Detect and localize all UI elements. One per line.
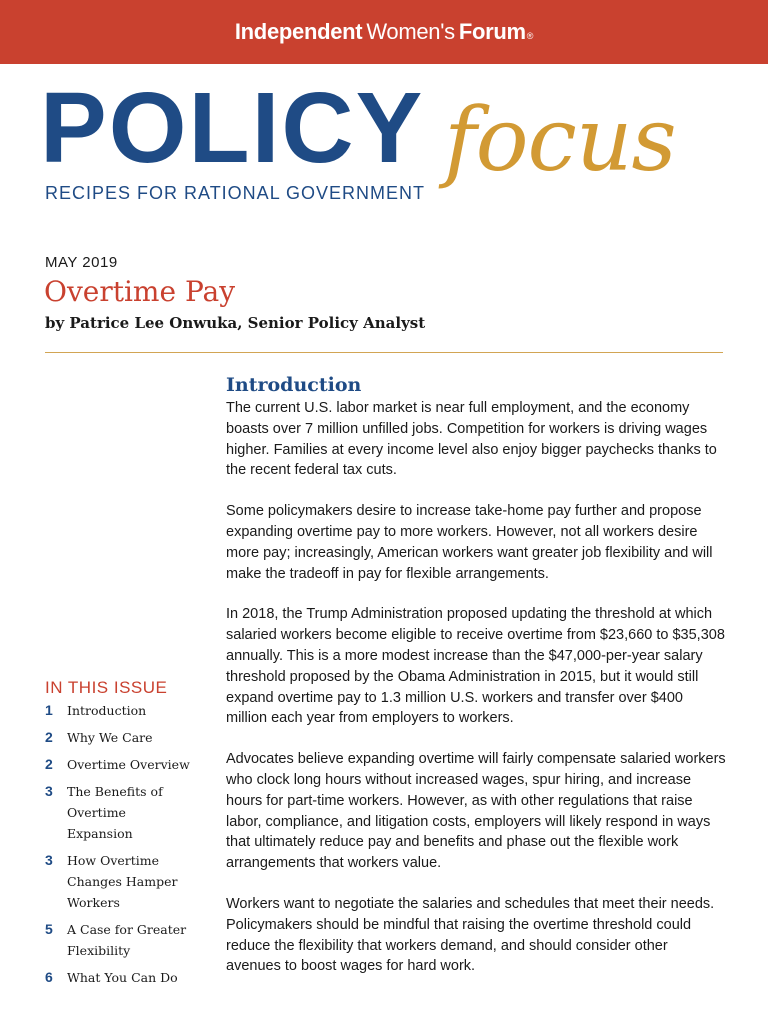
brand-name-forum: Forum [458,19,526,44]
main-content [226,374,726,997]
issue-date: MAY 2019 [45,254,118,271]
section-heading: Introduction [226,374,362,396]
toc-page-number: 6 [45,969,53,985]
toc-heading: IN THIS ISSUE [45,678,168,697]
toc-item[interactable] [45,919,220,961]
header-bar [0,0,768,64]
brand-logo [235,19,533,45]
toc-page-number: 2 [45,729,53,745]
toc-item[interactable] [45,754,220,775]
table-of-contents [45,700,220,994]
masthead-focus: focus [444,88,676,191]
toc-label: Overtime Overview [67,757,190,772]
toc-page-number: 1 [45,702,53,718]
paragraph: The current U.S. labor market is near full employment, and the economy boasts over 7 million unfilled jobs. Competition for workers is driving wages higher. Families at every income level also enjoy bigger paychecks thanks to the recent federal tax cuts. [226,400,717,479]
toc-label: Introduction [67,703,147,718]
article-title: Overtime Pay [44,275,236,308]
toc-item[interactable] [45,700,220,721]
toc-label: What You Can Do [67,970,178,985]
toc-item[interactable] [45,967,220,988]
paragraph: Advocates believe expanding overtime will fairly compensate salaried workers who clock long hours without increased wages, spur hiring, and increase hours for part-time workers. However, as with other regulations that raise labor, compliance, and litigation costs, employers will likely respond in ways that ultimately reduce pay and benefits and phase out the flexible work arrangements that workers value. [226,751,726,872]
paragraph: Some policymakers desire to increase take-home pay further and propose expanding overtime pay to more workers. However, not all workers desire more pay; increasingly, American workers want greater job flexibility and will make the tradeoff in pay for flexible arrangements. [226,503,713,582]
toc-label: The Benefits of Overtime Expansion [67,784,163,841]
masthead-subtitle: RECIPES FOR RATIONAL GOVERNMENT [45,183,426,203]
brand-name-womens: Women's [366,19,455,44]
toc-item[interactable] [45,727,220,748]
article-byline: by Patrice Lee Onwuka, Senior Policy Analyst [45,314,426,332]
brand-name-independent: Independent [234,19,363,44]
toc-item[interactable] [45,781,220,844]
masthead-policy: POLICY [40,72,425,184]
toc-label: A Case for Greater Flexibility [67,922,187,958]
toc-page-number: 5 [45,921,53,937]
toc-label: How Overtime Changes Hamper Workers [67,853,178,910]
registered-mark: ® [526,31,534,41]
toc-item[interactable] [45,850,220,913]
toc-page-number: 3 [45,783,53,799]
paragraph: Workers want to negotiate the salaries and schedules that meet their needs. Policymakers should be mindful that raising the overtime threshold could reduce the flexibility that workers demand, and should consider other avenues to boost wages for hard work. [226,895,715,975]
toc-page-number: 2 [45,756,53,772]
paragraph: In 2018, the Trump Administration proposed updating the threshold at which salaried workers become eligible to receive overtime from $23,660 to $35,308 annually. This is a more modest increase than the $47,000-per-year salary threshold proposed by the Obama Administration in 2015, but it would still expand overtime pay to 1.3 million U.S. workers and transfer over $400 million each year from employers to workers. [226,606,725,727]
divider-rule [45,352,723,353]
toc-label: Why We Care [67,730,153,745]
toc-page-number: 3 [45,852,53,868]
